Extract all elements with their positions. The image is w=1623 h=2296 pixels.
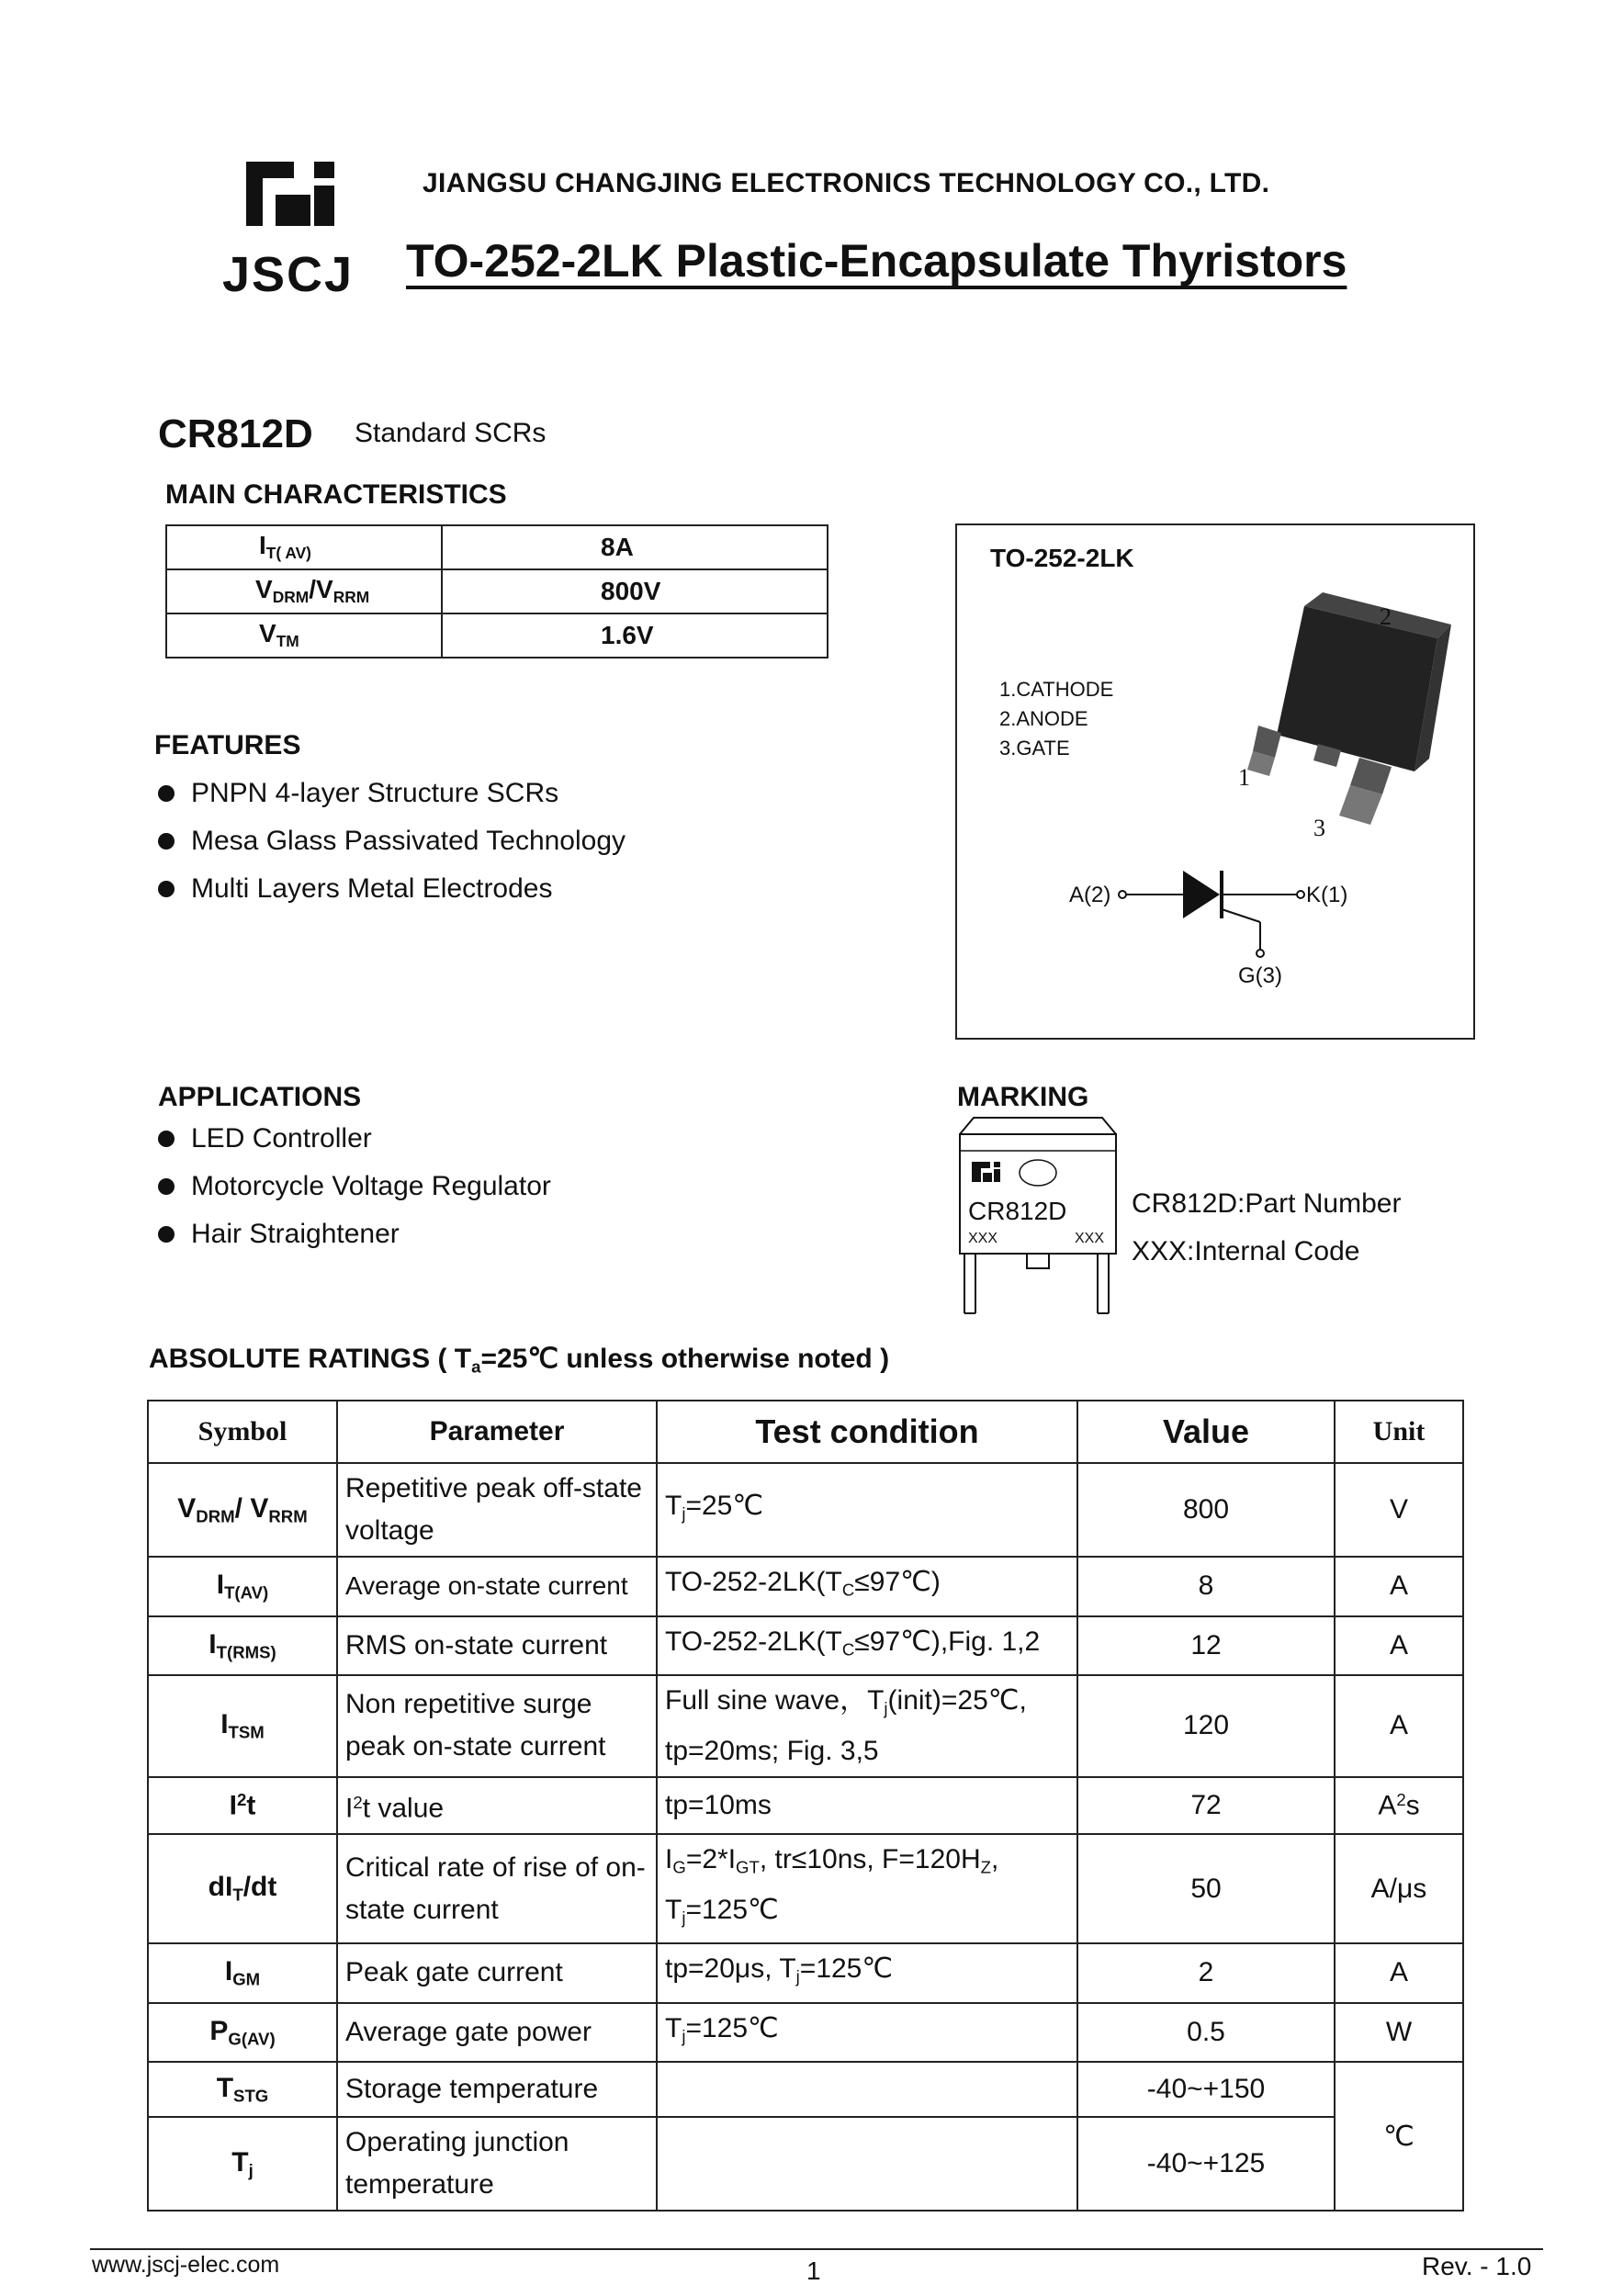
absolute-ratings-table: [147, 1400, 1464, 2212]
footer-url[interactable]: www.jscj-elec.com: [92, 2252, 280, 2278]
table-row: $I_{T( AV)}$ 8A: [166, 525, 828, 569]
svg-text:G(3): G(3): [1238, 963, 1282, 988]
table-row: $I^2t$ $I^2t$ value tp=10ms 72 $A^2s$: [148, 1777, 1463, 1834]
company-name: JIANGSU CHANGJING ELECTRONICS TECHNOLOGY CO., LTD.: [423, 168, 1270, 198]
marking-heading: MARKING: [957, 1082, 1089, 1112]
table-row: $V_{DRM}/V_{RRM}$ 800V: [166, 569, 828, 613]
list-item: Mesa Glass Passivated Technology: [158, 817, 626, 865]
table-row: $T_j$ Operating junction temperature -40~+125: [148, 2117, 1463, 2211]
svg-text:1: 1: [1238, 764, 1250, 791]
list-item: Motorcycle Voltage Regulator: [158, 1163, 551, 1210]
features-heading: FEATURES: [154, 730, 301, 760]
svg-text:K(1): K(1): [1306, 883, 1348, 907]
list-item: Hair Straightener: [158, 1210, 551, 1258]
package-title: TO-252-2LK: [990, 544, 1134, 572]
svg-text:XXX: XXX: [1075, 1231, 1105, 1246]
document-title: TO-252-2LK Plastic-Encapsulate Thyristors: [406, 235, 1347, 287]
features-list: [158, 770, 626, 913]
svg-text:3: 3: [1313, 815, 1325, 841]
svg-text:A(2): A(2): [1069, 883, 1111, 907]
list-item: PNPN 4-layer Structure SCRs: [158, 770, 626, 817]
table-row: $I_{T(AV)}$ Average on-state current $TO-252-2LK(T_C\le 97℃)$ 8 A: [148, 1557, 1463, 1616]
to252-package-drawing: [1212, 588, 1451, 854]
table-row: $V_{DRM}/$ $V_{RRM}$ Repetitive peak off-state voltage $T_j=25℃$ 800 V: [148, 1463, 1463, 1557]
svg-text:XXX: XXX: [968, 1231, 998, 1246]
footer-divider: [90, 2248, 1543, 2250]
main-characteristics-table: [165, 524, 828, 658]
scr-symbol-drawing: [1056, 863, 1359, 992]
svg-text:2: 2: [1380, 603, 1392, 630]
marking-drawing: [955, 1116, 1121, 1327]
table-row: $P_{G(AV)}$ Average gate power $T_j=125℃$ 0.5 W: [148, 2003, 1463, 2063]
table-row: $dI_T/dt$ Critical rate of rise of on-state current $I_G=2*I_{GT}$, tr≤10ns, $F=120H_Z$, $T_j=125℃$ 50 A/μs: [148, 1834, 1463, 1943]
ratings-title: ABSOLUTE RATINGS ( $T_a=25℃$ unless otherwise noted ): [149, 1344, 890, 1377]
table-row: $I_{T(RMS)}$ RMS on-state current $TO-252-2LK(T_C\le 97℃),Fig$. 1,2 12 A: [148, 1616, 1463, 1676]
table-row: $I_{GM}$ Peak gate current tp=20μs, $T_j=125℃$ 2 A: [148, 1943, 1463, 2003]
part-type: Standard SCRs: [355, 418, 547, 448]
revision: Rev. - 1.0: [1422, 2252, 1532, 2280]
table-row: $T_{STG}$ Storage temperature -40~+150 ℃: [148, 2062, 1463, 2117]
main-characteristics-heading: MAIN CHARACTERISTICS: [165, 479, 507, 510]
marking-legend: CR812D:Part Number XXX:Internal Code: [1132, 1188, 1402, 1266]
table-row: $I_{TSM}$ Non repetitive surge peak on-state current Full sine wave，$T_j(init)=25℃$, tp=20ms; Fig. 3,5 120 A: [148, 1675, 1463, 1777]
table-header-row: Symbol Parameter Test condition Value Unit: [148, 1401, 1463, 1463]
part-number: CR812D: [158, 411, 313, 456]
page-number: 1: [806, 2257, 821, 2285]
list-item: Multi Layers Metal Electrodes: [158, 865, 626, 913]
pin-list: 1.CATHODE 2.ANODE 3.GATE: [999, 678, 1114, 760]
list-item: LED Controller: [158, 1115, 551, 1163]
logo-text: JSCJ: [222, 247, 355, 302]
svg-text:CR812D: CR812D: [968, 1197, 1067, 1225]
table-row: $V_{TM}$ 1.6V: [166, 613, 828, 658]
applications-list: [158, 1115, 551, 1258]
applications-heading: APPLICATIONS: [158, 1082, 362, 1112]
